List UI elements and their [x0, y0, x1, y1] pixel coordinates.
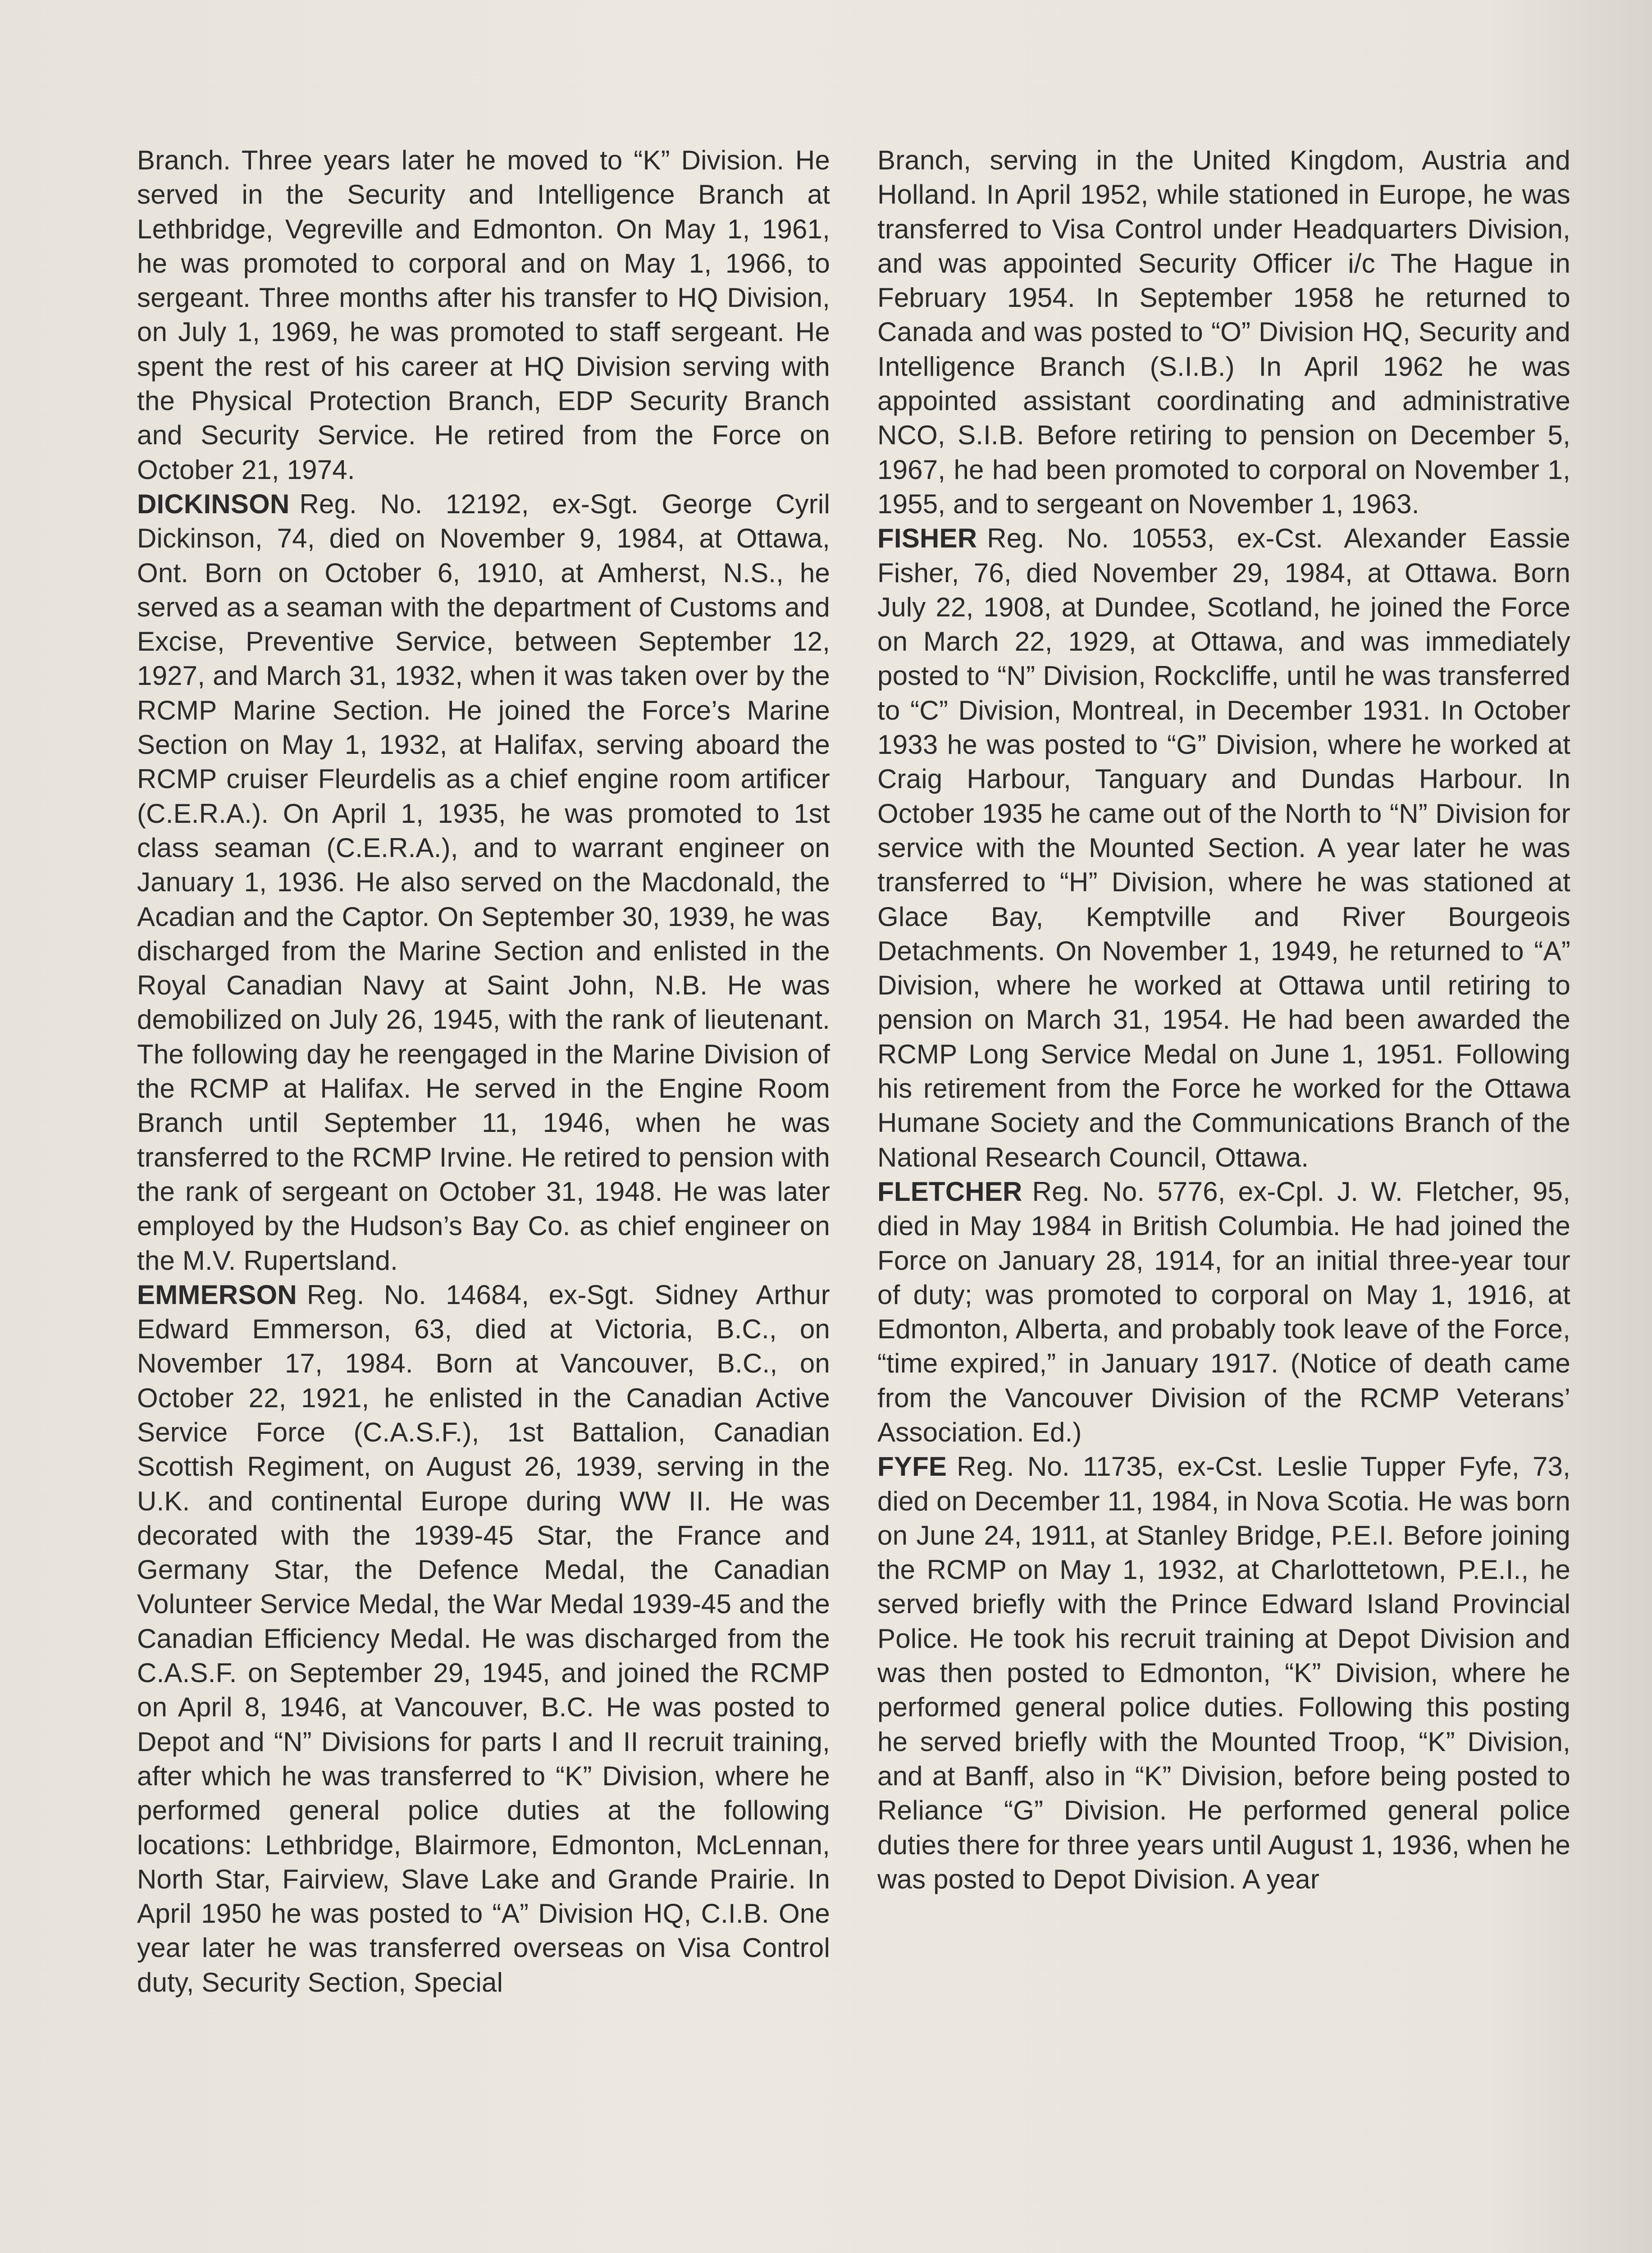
- entry-text: Reg. No. 11735, ex-Cst. Leslie Tupper Fyfe, 73, died on December 11, 1984, in Nova Scotia. He was born on June 24, 1911, at Stanley Bridge, P.E.I. Before joining the RCMP on May 1, 1932, at Charlottetown, P.E.I., he served briefly with the Prince Edward Island Provincial Police. He took his recruit training at Depot Division and was then posted to Edmonton, “K” Division, where he performed general police duties. Following this posting he served briefly with the Mounted Troop, “K” Division, and at Banff, also in “K” Division, before being posted to Reliance “G” Division. He performed general police duties there for three years until August 1, 1936, when he was posted to Depot Division. A year: [877, 1451, 1570, 1894]
- entry-text: Branch, serving in the United Kingdom, Austria and Holland. In April 1952, while stationed in Europe, he was transferred to Visa Control under Headquarters Division, and was appointed Security Officer i/c The Hague in February 1954. In September 1958 he returned to Canada and was posted to “O” Division HQ, Security and Intelligence Branch (S.I.B.) In April 1962 he was appointed assistant coordinating and administrative NCO, S.I.B. Before retiring to pension on December 5, 1967, he had been promoted to corporal on November 1, 1955, and to sergeant on November 1, 1963.: [877, 145, 1570, 519]
- obituary-entry: [137, 143, 830, 487]
- entry-text: Reg. No. 12192, ex-Sgt. George Cyril Dickinson, 74, died on November 9, 1984, at Ottawa, Ont. Born on October 6, 1910, at Amherst, N.S., he served as a seaman with the department of Customs and Excise, Preventive Service, between September 12, 1927, and March 31, 1932, when it was taken over by the RCMP Marine Section. He joined the Force’s Marine Section on May 1, 1932, at Halifax, serving aboard the RCMP cruiser Fleurdelis as a chief engine room artificer (C.E.R.A.). On April 1, 1935, he was promoted to 1st class seaman (C.E.R.A.), and to warrant engineer on January 1, 1936. He also served on the Macdonald, the Acadian and the Captor. On September 30, 1939, he was discharged from the Marine Section and enlisted in the Royal Canadian Navy at Saint John, N.B. He was demobilized on July 26, 1945, with the rank of lieutenant. The following day he reengaged in the Marine Division of the RCMP at Halifax. He served in the Engine Room Branch until September 11, 1946, when he was transferred to the RCMP Irvine. He retired to pension with the rank of sergeant on October 31, 1948. He was later employed by the Hudson’s Bay Co. as chief engineer on the M.V. Rupertsland.: [137, 488, 830, 1276]
- entry-surname: FYFE: [877, 1451, 947, 1482]
- obituary-entry-emmerson: [137, 1278, 830, 2000]
- entry-surname: EMMERSON: [137, 1279, 297, 1310]
- entry-surname: FLETCHER: [877, 1176, 1022, 1207]
- entry-text: Reg. No. 5776, ex-Cpl. J. W. Fletcher, 95, died in May 1984 in British Columbia. He had joined the Force on January 28, 1914, for an initial three-year tour of duty; was promoted to corporal on May 1, 1916, at Edmonton, Alberta, and probably took leave of the Force, “time expired,” in January 1917. (Notice of death came from the Vancouver Division of the RCMP Veterans’ Association. Ed.): [877, 1176, 1570, 1447]
- entry-text: Branch. Three years later he moved to “K” Division. He served in the Security and Intelligence Branch at Lethbridge, Vegreville and Edmonton. On May 1, 1961, he was promoted to corporal and on May 1, 1966, to sergeant. Three months after his transfer to HQ Division, on July 1, 1969, he was promoted to staff sergeant. He spent the rest of his career at HQ Division serving with the Physical Protection Branch, EDP Security Branch and Security Service. He retired from the Force on October 21, 1974.: [137, 145, 830, 485]
- left-column: [137, 143, 830, 2000]
- obituary-entry: [877, 143, 1570, 521]
- entry-text: Reg. No. 10553, ex-Cst. Alexander Eassie Fisher, 76, died November 29, 1984, at Ottawa. Born July 22, 1908, at Dundee, Scotland, he joined the Force on March 22, 1929, at Ottawa, and was immediately posted to “N” Division, Rockcliffe, until he was transferred to “C” Division, Montreal, in December 1931. In October 1933 he was posted to “G” Division, where he worked at Craig Harbour, Tanguary and Dundas Harbour. In October 1935 he came out of the North to “N” Division for service with the Mounted Section. A year later he was transferred to “H” Division, where he was stationed at Glace Bay, Kemptville and River Bourgeois Detachments. On November 1, 1949, he returned to “A” Division, where he worked at Ottawa until retiring to pension on March 31, 1954. He had been awarded the RCMP Long Service Medal on June 1, 1951. Following his retirement from the Force he worked for the Ottawa Humane Society and the Communications Branch of the National Research Council, Ottawa.: [877, 523, 1570, 1172]
- right-column: [877, 143, 1570, 1897]
- obituary-entry-fyfe: [877, 1450, 1570, 1897]
- obituary-entry-fletcher: [877, 1175, 1570, 1450]
- obituary-entry-fisher: [877, 521, 1570, 1175]
- entry-surname: FISHER: [877, 523, 977, 554]
- obituary-entry-dickinson: [137, 487, 830, 1278]
- entry-text: Reg. No. 14684, ex-Sgt. Sidney Arthur Edward Emmerson, 63, died at Victoria, B.C., on November 17, 1984. Born at Vancouver, B.C., on October 22, 1921, he enlisted in the Canadian Active Service Force (C.A.S.F.), 1st Battalion, Canadian Scottish Regiment, on August 26, 1939, serving in the U.K. and continental Europe during WW II. He was decorated with the 1939-45 Star, the France and Germany Star, the Defence Medal, the Canadian Volunteer Service Medal, the War Medal 1939-45 and the Canadian Efficiency Medal. He was discharged from the C.A.S.F. on September 29, 1945, and joined the RCMP on April 8, 1946, at Vancouver, B.C. He was posted to Depot and “N” Divisions for parts I and II recruit training, after which he was transferred to “K” Division, where he performed general police duties at the following locations: Lethbridge, Blairmore, Edmonton, McLennan, North Star, Fairview, Slave Lake and Grande Prairie. In April 1950 he was posted to “A” Division HQ, C.I.B. One year later he was transferred overseas on Visa Control duty, Security Section, Special: [137, 1279, 830, 1998]
- entry-surname: DICKINSON: [137, 488, 290, 519]
